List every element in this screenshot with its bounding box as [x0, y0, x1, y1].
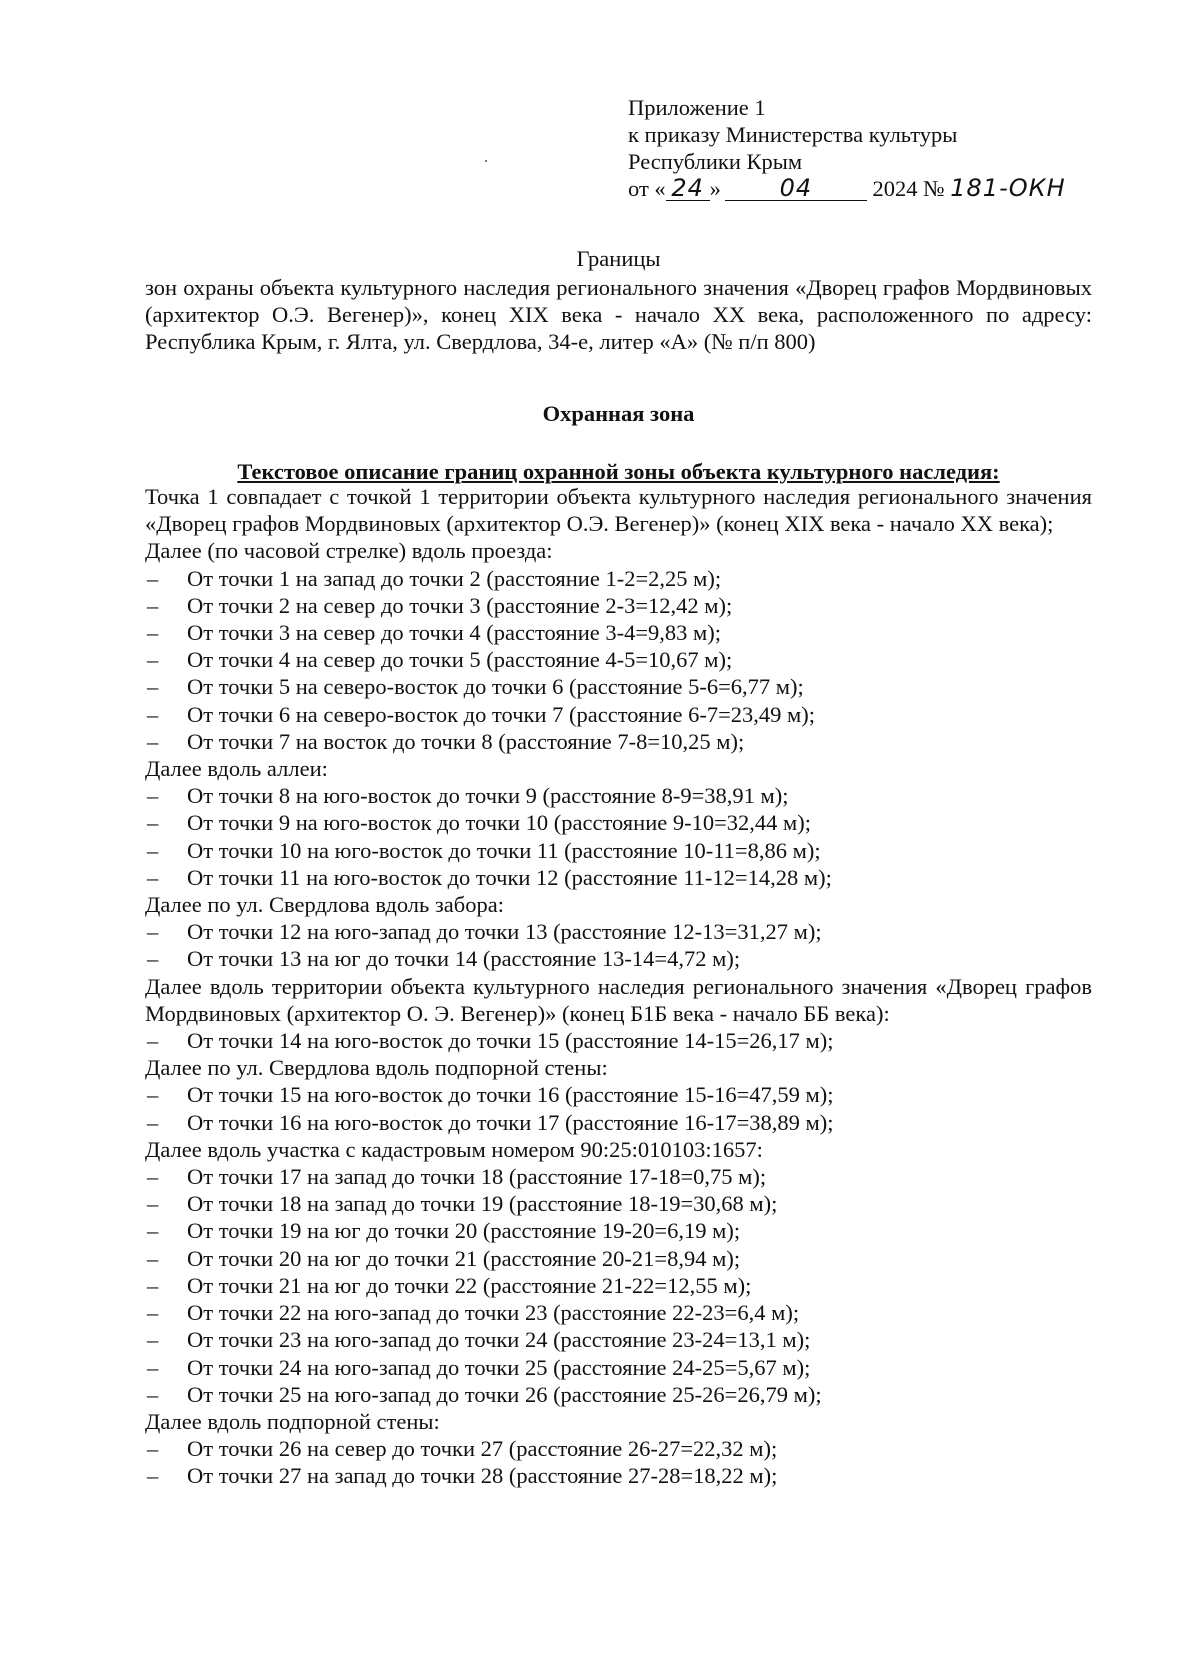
list-dash: – [147, 1436, 159, 1462]
list-item-text: От точки 20 на юг до точки 21 (расстояние 20-21=8,94 м); [187, 1245, 741, 1271]
list-dash: – [147, 701, 159, 727]
list-item-text: От точки 18 на запад до точки 19 (расстояние 18-19=30,68 м); [187, 1191, 778, 1217]
date-day-handwritten: 24 [671, 174, 704, 202]
list-item [145, 673, 1092, 700]
list-item-text: От точки 19 на юг до точки 20 (расстояние 19-20=6,19 м); [187, 1218, 741, 1244]
list-item-text: От точки 7 на восток до точки 8 (расстояние 7-8=10,25 м); [187, 728, 745, 754]
list-dash: – [147, 1381, 159, 1407]
date-month-field [725, 174, 867, 202]
date-prefix: от « [628, 176, 666, 201]
list-item [145, 782, 1092, 809]
list-item-text: От точки 17 на запад до точки 18 (расстояние 17-18=0,75 м); [187, 1164, 767, 1190]
list-item [145, 701, 1092, 728]
zone-title: Охранная зона [542, 401, 695, 426]
paragraph: Далее вдоль аллеи: [145, 756, 328, 782]
list-dash: – [147, 1245, 159, 1271]
list-item [145, 1326, 1092, 1353]
list-dash: – [147, 1218, 159, 1244]
list-dash: – [147, 783, 159, 809]
paragraph: Далее (по часовой стрелке) вдоль проезда: [145, 538, 553, 564]
list-dash: – [147, 864, 159, 890]
list-dash: – [147, 919, 159, 945]
list-item-text: От точки 3 на север до точки 4 (расстояние 3-4=9,83 м); [187, 620, 722, 646]
paragraph: Точка 1 совпадает с точкой 1 территории объекта культурного наследия регионального значения «Дворец графов Мордвиновых (архитектор О.Э. Вегенер)» (конец XIX века - начало XX века); [145, 484, 1092, 537]
list-item-text: От точки 13 на юг до точки 14 (расстояние 13-14=4,72 м); [187, 946, 741, 972]
list-item [145, 1272, 1092, 1299]
list-item-text: От точки 6 на северо-восток до точки 7 (расстояние 6-7=23,49 м); [187, 701, 816, 727]
list-item [145, 1462, 1092, 1489]
paragraph: Далее вдоль территории объекта культурного наследия регионального значения «Дворец графов Мордвиновых (архитектор О. Э. Вегенер)» (конец Б1Б века - начало ББ века): [145, 973, 1092, 1026]
list-item [145, 1354, 1092, 1381]
list-item [145, 1027, 1092, 1054]
list-item-text: От точки 11 на юго-восток до точки 12 (расстояние 11-12=14,28 м); [187, 864, 832, 890]
list-dash: – [147, 1082, 159, 1108]
list-dash: – [147, 620, 159, 646]
list-item [145, 1299, 1092, 1326]
list-item-text: От точки 12 на юго-запад до точки 13 (расстояние 12-13=31,27 м); [187, 919, 822, 945]
list-item [145, 1190, 1092, 1217]
date-year: 2024 № [872, 176, 945, 201]
list-item [145, 646, 1092, 673]
list-dash: – [147, 565, 159, 591]
appendix-republic: Республики Крым [628, 149, 803, 174]
list-dash: – [147, 1272, 159, 1298]
list-item [145, 1081, 1092, 1108]
list-dash: – [147, 1463, 159, 1489]
date-day-field [666, 174, 710, 202]
list-item-text: От точки 25 на юго-запад до точки 26 (расстояние 25-26=26,79 м); [187, 1381, 822, 1407]
list-dash: – [147, 1300, 159, 1326]
list-dash: – [147, 647, 159, 673]
list-dash: – [147, 674, 159, 700]
list-item [145, 1381, 1092, 1408]
list-item-text: От точки 23 на юго-запад до точки 24 (расстояние 23-24=13,1 м); [187, 1327, 811, 1353]
list-item [145, 592, 1092, 619]
list-item-text: От точки 4 на север до точки 5 (расстояние 4-5=10,67 м); [187, 647, 733, 673]
list-item [145, 809, 1092, 836]
paragraph: Далее вдоль подпорной стены: [145, 1408, 440, 1434]
list-dash: – [147, 1327, 159, 1353]
date-mid: » [709, 176, 721, 201]
list-dash: – [147, 1354, 159, 1380]
list-item [145, 1435, 1092, 1462]
list-item [145, 619, 1092, 646]
document-subject: зон охраны объекта культурного наследия регионального значения «Дворец графов Мордвиновых (архитектор О.Э. Вегенер)», конец XIX века - начало XX века, расположенного по адресу: Республика Крым, г. Ялта, ул. Свердлова, 34-е, литер «А» (№ п/п 800) [145, 275, 1092, 354]
list-dash: – [147, 837, 159, 863]
paragraph: Далее вдоль участка с кадастровым номером 90:25:010103:1657: [145, 1136, 763, 1162]
list-item-text: От точки 5 на северо-восток до точки 6 (расстояние 5-6=6,77 м); [187, 674, 804, 700]
list-item [145, 837, 1092, 864]
list-item [145, 728, 1092, 755]
appendix-header [628, 94, 1066, 202]
list-item-text: От точки 9 на юго-восток до точки 10 (расстояние 9-10=32,44 м); [187, 810, 812, 836]
list-item-text: От точки 2 на север до точки 3 (расстояние 2-3=12,42 м); [187, 592, 733, 618]
list-item-text: От точки 15 на юго-восток до точки 16 (расстояние 15-16=47,59 м); [187, 1082, 834, 1108]
document-heading: Границы [576, 246, 661, 271]
list-item [145, 918, 1092, 945]
list-item [145, 945, 1092, 972]
paragraph: Далее по ул. Свердлова вдоль подпорной стены: [145, 1055, 608, 1081]
list-item [145, 1163, 1092, 1190]
appendix-number: Приложение 1 [628, 95, 766, 120]
list-dash: – [147, 1191, 159, 1217]
boundary-description [145, 483, 1092, 1490]
list-item [145, 864, 1092, 891]
list-item-text: От точки 8 на юго-восток до точки 9 (расстояние 8-9=38,91 м); [187, 783, 789, 809]
list-item-text: От точки 16 на юго-восток до точки 17 (расстояние 16-17=38,89 м); [187, 1109, 834, 1135]
list-dash: – [147, 1164, 159, 1190]
list-dash: – [147, 810, 159, 836]
list-item-text: От точки 14 на юго-восток до точки 15 (расстояние 14-15=26,17 м); [187, 1028, 834, 1054]
list-dash: – [147, 1028, 159, 1054]
list-item-text: От точки 24 на юго-запад до точки 25 (расстояние 24-25=5,67 м); [187, 1354, 811, 1380]
paragraph: Далее по ул. Свердлова вдоль забора: [145, 892, 504, 918]
list-item-text: От точки 22 на юго-запад до точки 23 (расстояние 22-23=6,4 м); [187, 1300, 800, 1326]
list-dash: – [147, 1109, 159, 1135]
list-dash: – [147, 946, 159, 972]
date-month-handwritten: 04 [779, 174, 813, 202]
list-item-text: От точки 26 на север до точки 27 (расстояние 26-27=22,32 м); [187, 1436, 778, 1462]
list-dash: – [147, 592, 159, 618]
appendix-date-line [628, 175, 1066, 202]
list-item [145, 1217, 1092, 1244]
order-number-handwritten: 181-ОКН [950, 174, 1066, 202]
section-title: Текстовое описание границ охранной зоны объекта культурного наследия: [237, 459, 1000, 484]
list-item-text: От точки 1 на запад до точки 2 (расстояние 1-2=2,25 м); [187, 565, 722, 591]
list-item [145, 1109, 1092, 1136]
list-item-text: От точки 21 на юг до точки 22 (расстояние 21-22=12,55 м); [187, 1272, 752, 1298]
list-item-text: От точки 27 на запад до точки 28 (расстояние 27-28=18,22 м); [187, 1463, 778, 1489]
list-item [145, 565, 1092, 592]
appendix-order-ref: к приказу Министерства культуры [628, 122, 958, 147]
list-dash: – [147, 728, 159, 754]
scan-speck [485, 160, 487, 162]
list-item [145, 1245, 1092, 1272]
list-item-text: От точки 10 на юго-восток до точки 11 (расстояние 10-11=8,86 м); [187, 837, 821, 863]
